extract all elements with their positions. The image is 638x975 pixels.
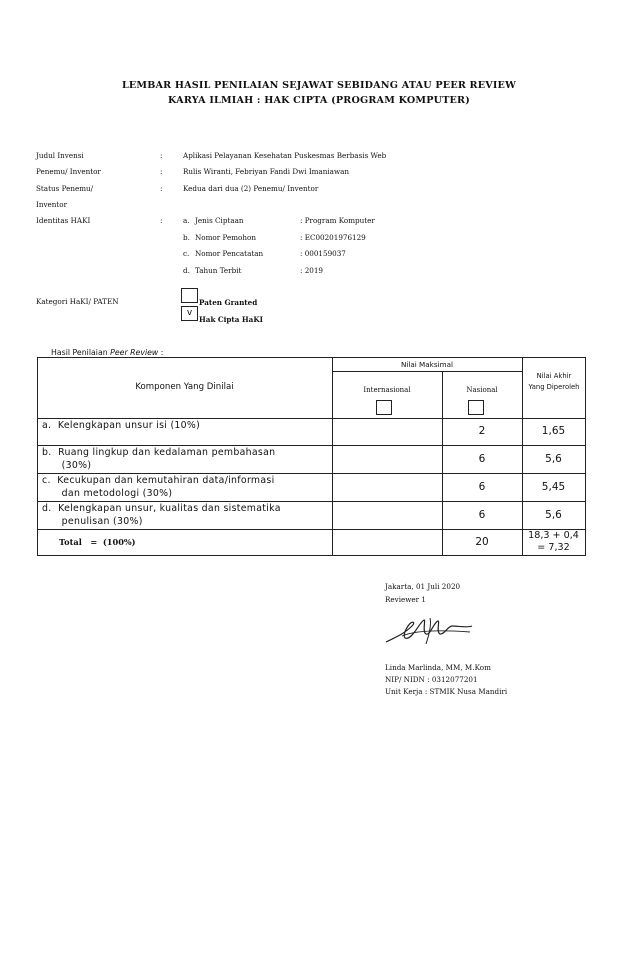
table-border bbox=[37, 357, 585, 358]
reviewer-label: Reviewer 1 bbox=[385, 595, 426, 604]
nasional-checkbox[interactable] bbox=[468, 400, 484, 415]
criterion-text: b. Ruang lingkup dan kedalaman pembahasan (30%) bbox=[42, 447, 276, 471]
kategori-label: Kategori HaKI/ PATEN bbox=[36, 297, 119, 306]
caption-italic: Peer Review bbox=[110, 348, 159, 357]
haki-item-letter: b. bbox=[183, 233, 190, 242]
total-akhir-line2: = 7,32 bbox=[537, 542, 570, 553]
haki-item-letter: a. bbox=[183, 216, 190, 225]
reviewer-unit: Unit Kerja : STMIK Nusa Mandiri bbox=[385, 687, 508, 696]
haki-item-letter: c. bbox=[183, 249, 190, 258]
haki-item-label: Nomor Pemohon bbox=[195, 233, 256, 242]
judul-label: Judul Invensi bbox=[36, 151, 84, 160]
col-nilai-maks-header: Nilai Maksimal bbox=[401, 360, 453, 369]
akhir-value: 5,45 bbox=[541, 481, 566, 493]
place-date: Jakarta, 01 Juli 2020 bbox=[385, 582, 461, 591]
nasional-value: 6 bbox=[478, 453, 486, 465]
table-border bbox=[37, 555, 585, 556]
total-akhir-line1: 18,3 + 0,4 bbox=[528, 530, 579, 541]
hak-cipta-label: Hak Cipta HaKI bbox=[199, 315, 263, 324]
criterion-text: a. Kelengkapan unsur isi (10%) bbox=[42, 420, 201, 431]
col-akhir-header: Nilai Akhir Yang Diperoleh bbox=[528, 372, 580, 391]
status-colon: : bbox=[160, 184, 163, 193]
document-title: LEMBAR HASIL PENILAIAN SEJAWAT SEBIDANG ATAU PEER REVIEW bbox=[121, 80, 517, 91]
akhir-value: 5,6 bbox=[545, 509, 562, 521]
akhir-value: 1,65 bbox=[541, 425, 566, 437]
total-akhir bbox=[522, 530, 585, 554]
reviewer-nip: NIP/ NIDN : 0312077201 bbox=[385, 675, 478, 684]
haki-item-label: Tahun Terbit bbox=[195, 266, 242, 275]
reviewer-name: Linda Marlinda, MM, M.Kom bbox=[385, 663, 491, 672]
haki-item-letter: d. bbox=[183, 266, 190, 275]
nasional-value: 6 bbox=[478, 481, 486, 493]
nasional-value: 6 bbox=[478, 509, 486, 521]
table-border bbox=[37, 529, 585, 530]
hak-cipta-checkbox[interactable]: v bbox=[181, 306, 198, 321]
haki-item-value: : 2019 bbox=[300, 266, 323, 275]
signature-image bbox=[382, 612, 477, 650]
criterion-text: c. Kecukupan dan kemutahiran data/informasi dan metodologi (30%) bbox=[42, 475, 275, 499]
haki-item-value: : EC00201976129 bbox=[300, 233, 366, 242]
paten-granted-checkbox[interactable] bbox=[181, 288, 198, 303]
caption-prefix: Hasil Penilaian bbox=[51, 348, 111, 357]
col-komponen-header: Komponen Yang Dinilai bbox=[135, 382, 234, 392]
assessment-table bbox=[37, 357, 585, 556]
table-caption bbox=[51, 348, 163, 357]
col-internasional-header: Internasional bbox=[363, 386, 411, 394]
haki-item-label: Jenis Ciptaan bbox=[195, 216, 244, 225]
status-label-cont: Inventor bbox=[36, 200, 68, 209]
akhir-value: 5,6 bbox=[545, 453, 562, 465]
judul-colon: : bbox=[160, 151, 163, 160]
judul-value: Aplikasi Pelayanan Kesehatan Puskesmas Berbasis Web bbox=[183, 151, 387, 160]
total-nasional: 20 bbox=[475, 536, 489, 548]
internasional-checkbox[interactable] bbox=[376, 400, 392, 415]
haki-item-value: : Program Komputer bbox=[300, 216, 375, 225]
table-border bbox=[332, 371, 522, 372]
nasional-value: 2 bbox=[478, 425, 486, 437]
col-nasional-header: Nasional bbox=[466, 386, 498, 394]
status-value: Kedua dari dua (2) Penemu/ Inventor bbox=[183, 184, 319, 193]
penemu-label: Penemu/ Inventor bbox=[36, 167, 101, 176]
document-subtitle: KARYA ILMIAH : HAK CIPTA (PROGRAM KOMPUTER) bbox=[168, 95, 470, 106]
identitas-label: Identitas HAKI bbox=[36, 216, 91, 225]
paten-granted-label: Paten Granted bbox=[199, 298, 258, 307]
penemu-value: Rulis Wiranti, Febriyan Fandi Dwi Imaniawan bbox=[183, 167, 350, 176]
identitas-colon: : bbox=[160, 216, 163, 225]
criterion-text: d. Kelengkapan unsur, kualitas dan sistematika penulisan (30%) bbox=[42, 503, 281, 527]
status-label: Status Penemu/ bbox=[36, 184, 94, 193]
haki-item-value: : 000159037 bbox=[300, 249, 346, 258]
total-label: Total = (100%) bbox=[59, 537, 136, 547]
haki-item-label: Nomor Pencatatan bbox=[195, 249, 264, 258]
caption-suffix: : bbox=[158, 348, 164, 357]
penemu-colon: : bbox=[160, 167, 163, 176]
table-border bbox=[585, 357, 586, 556]
